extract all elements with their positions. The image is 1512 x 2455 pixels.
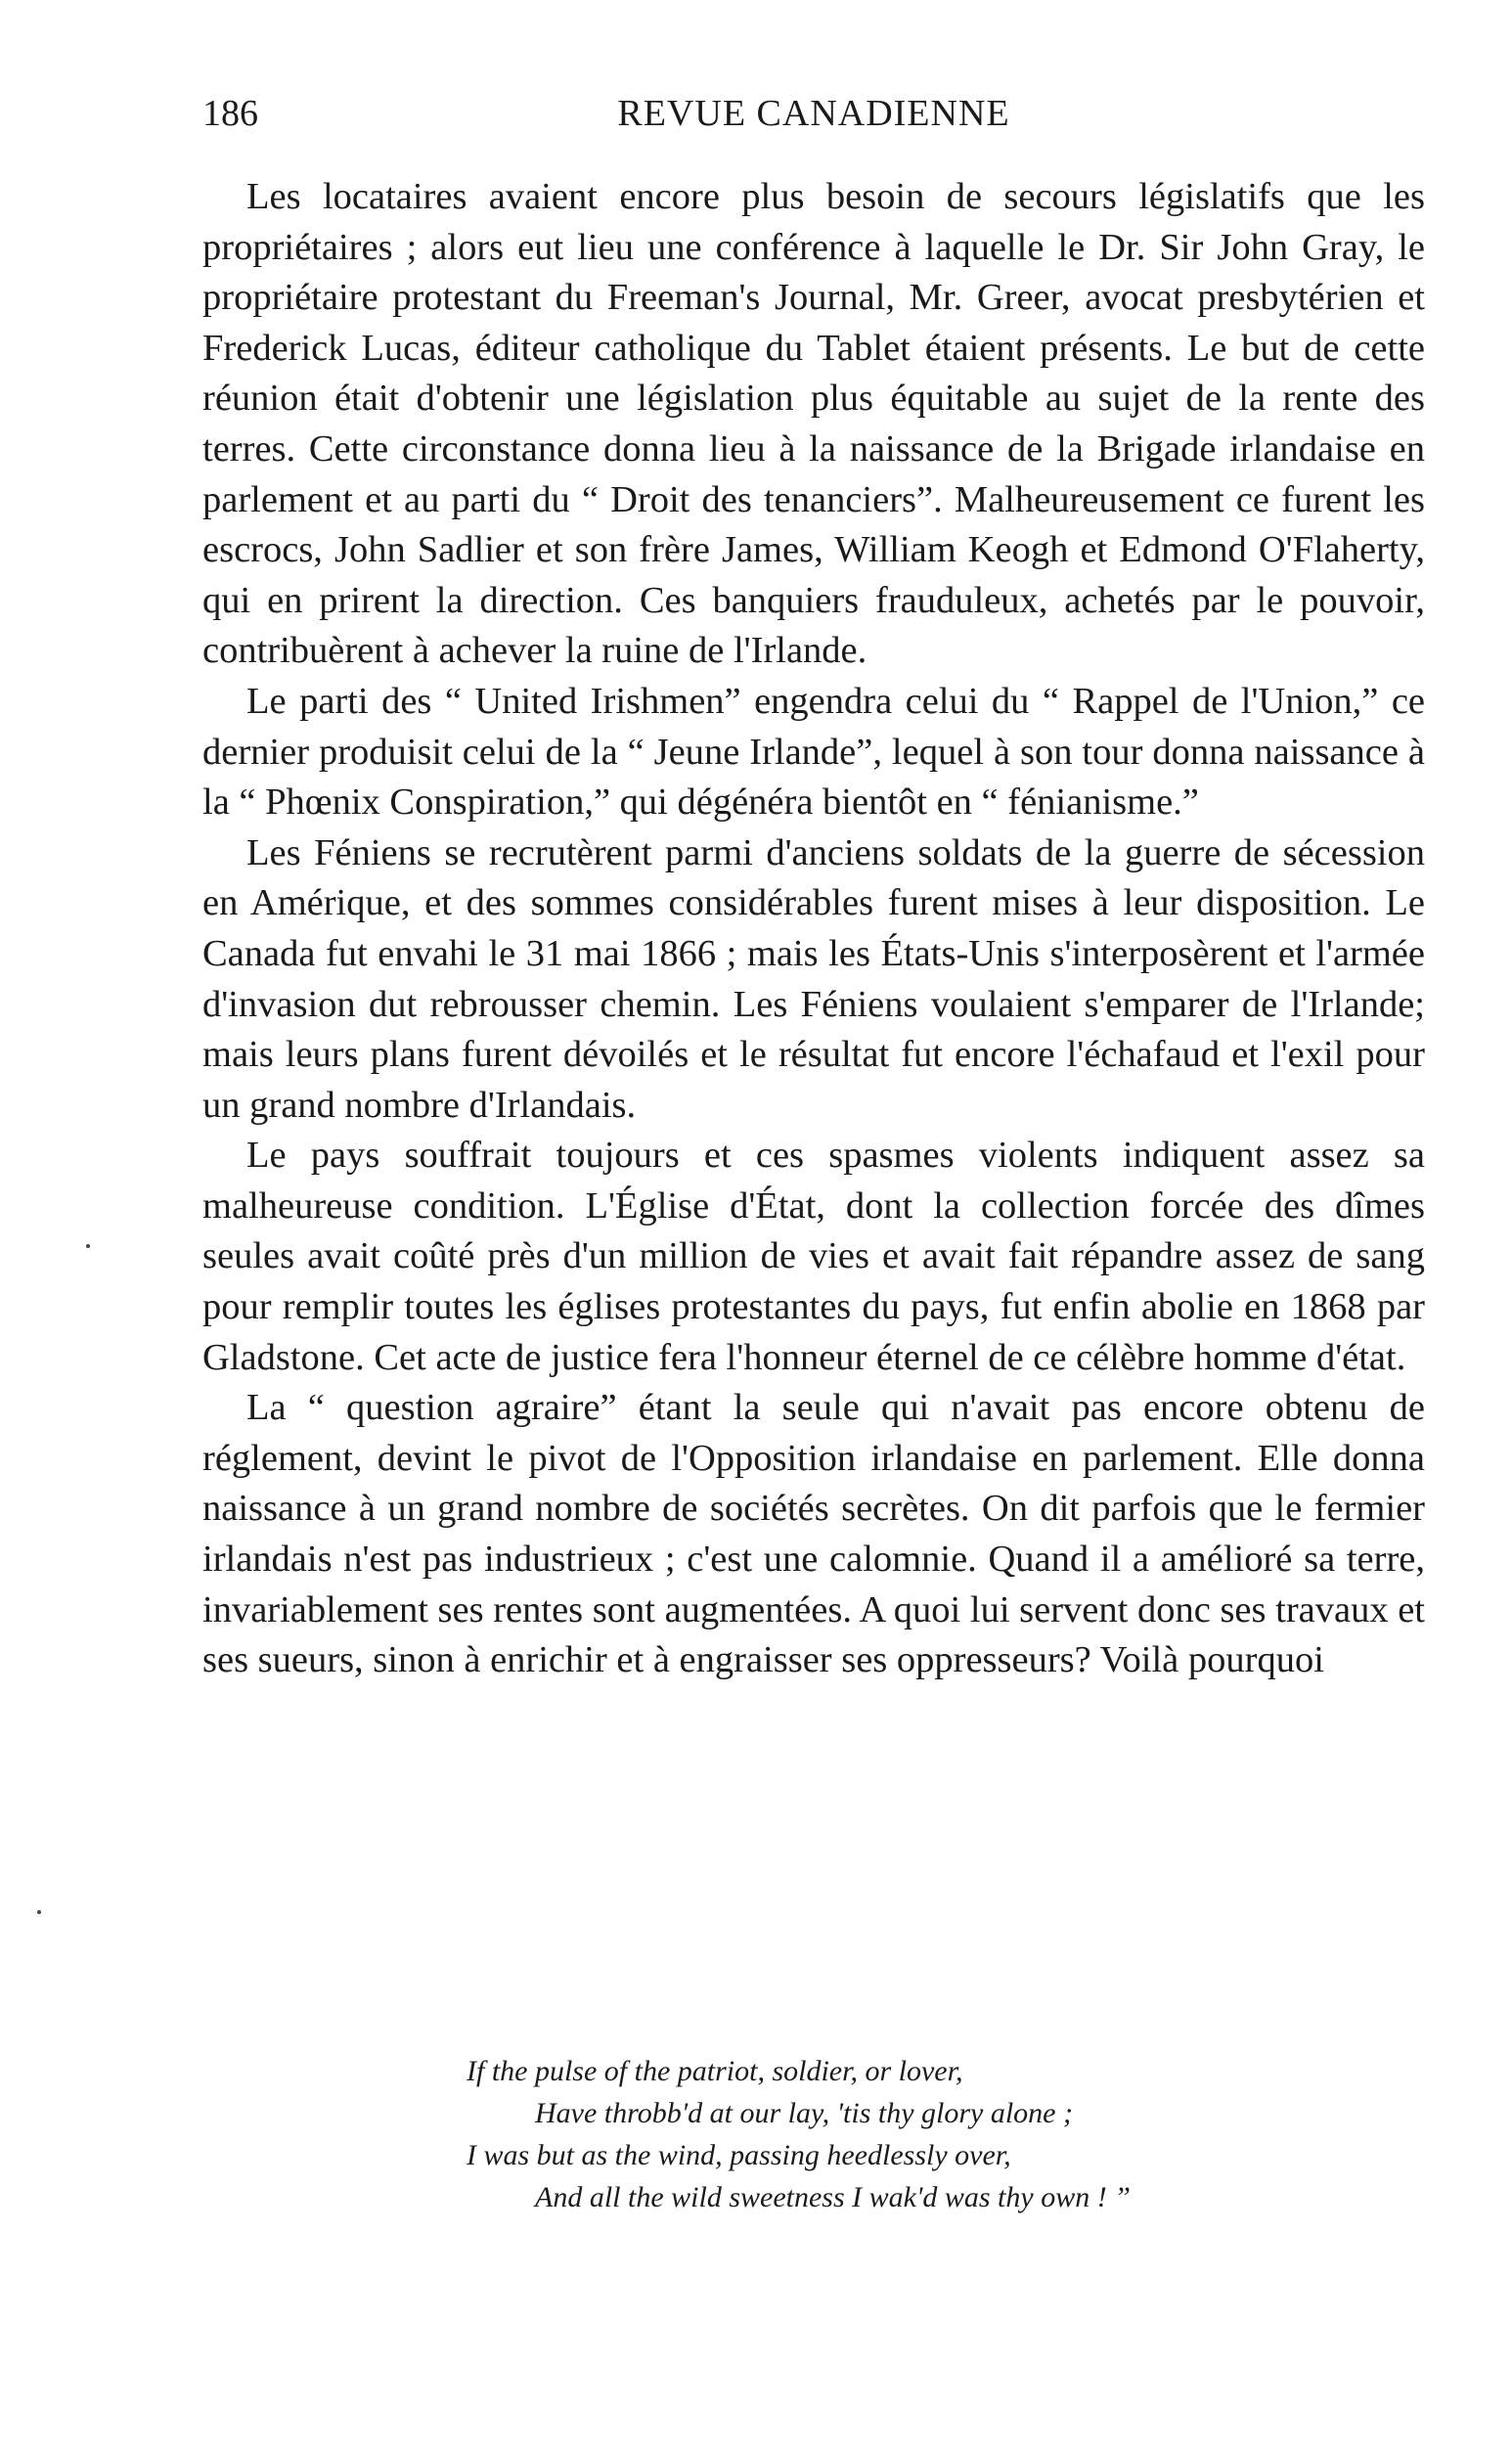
paragraph: Les locataires avaient encore plus besoin de secours législatifs que les propriétaires ; alors eut lieu une conférence à laquelle le Dr. Sir John Gray, le propriétaire protestant du Freeman's Journal, Mr. Greer, avocat presbytérien et Frederick Lucas, éditeur catholique du Tablet étaient présents. Le but de cette réunion était d'obtenir une législation plus équitable au sujet de la rente des terres. Cette circonstance donna lieu à la naissance de la Brigade irlandaise en parlement et au parti du “ Droit des tenanciers”. Malheureusement ce furent les escrocs, John Sadlier et son frère James, William Keogh et Edmond O'Flaherty, qui en prirent la direction. Ces banquiers frauduleux, achetés par le pouvoir, contribuèrent à achever la ruine de l'Irlande.	[202, 176, 1425, 672]
page-number: 186	[202, 93, 258, 134]
paragraph: Le parti des “ United Irishmen” engendra celui du “ Rappel de l'Union,” ce dernier produisit celui de la “ Jeune Irlande”, lequel à son tour donna naissance à la “ Phœnix Conspiration,” qui dégénéra bientôt en “ fénianisme.”	[202, 680, 1425, 824]
verse-line: I was but as the wind, passing heedlessly over,	[467, 2139, 1011, 2171]
verse-line: And all the wild sweetness I wak'd was thy own ! ”	[535, 2181, 1131, 2213]
scan-speck	[86, 1244, 90, 1248]
paragraph: Le pays souffrait toujours et ces spasmes violents indiquent assez sa malheureuse condition. L'Église d'État, dont la collection forcée des dîmes seules avait coûté près d'un million de vies et avait fait répandre assez de sang pour remplir toutes les églises protestantes du pays, fut enfin abolie en 1868 par Gladstone. Cet acte de justice fera l'honneur éternel de ce célèbre homme d'état.	[202, 1135, 1425, 1378]
verse-line: If the pulse of the patriot, soldier, or lover,	[467, 2055, 963, 2087]
scan-speck	[37, 1910, 41, 1914]
verse-quotation	[467, 2050, 1347, 2218]
paragraph: La “ question agraire” étant la seule qui n'avait pas encore obtenu de réglement, devint le pivot de l'Opposition irlandaise en parlement. Elle donna naissance à un grand nombre de sociétés secrètes. On dit parfois que le fermier irlandais n'est pas industrieux ; c'est une calomnie. Quand il a amélioré sa terre, invariablement ses rentes sont augmentées. A quoi lui servent donc ses travaux et ses sueurs, sinon à enrichir et à engraisser ses oppresseurs? Voilà pourquoi	[202, 1387, 1425, 1681]
paragraph: Les Féniens se recrutèrent parmi d'anciens soldats de la guerre de sécession en Amérique, et des sommes considérables furent mises à leur disposition. Le Canada fut envahi le 31 mai 1866 ; mais les États-Unis s'interposèrent et l'armée d'invasion dut rebrousser chemin. Les Féniens voulaient s'emparer de l'Irlande; mais leurs plans furent dévoilés et le résultat fut encore l'échafaud et l'exil pour un grand nombre d'Irlandais.	[202, 831, 1425, 1126]
body-text	[202, 172, 1425, 1686]
page-header	[202, 84, 1425, 143]
verse-line: Have throbb'd at our lay, 'tis thy glory alone ;	[535, 2097, 1073, 2129]
running-title: REVUE CANADIENNE	[617, 93, 1010, 134]
